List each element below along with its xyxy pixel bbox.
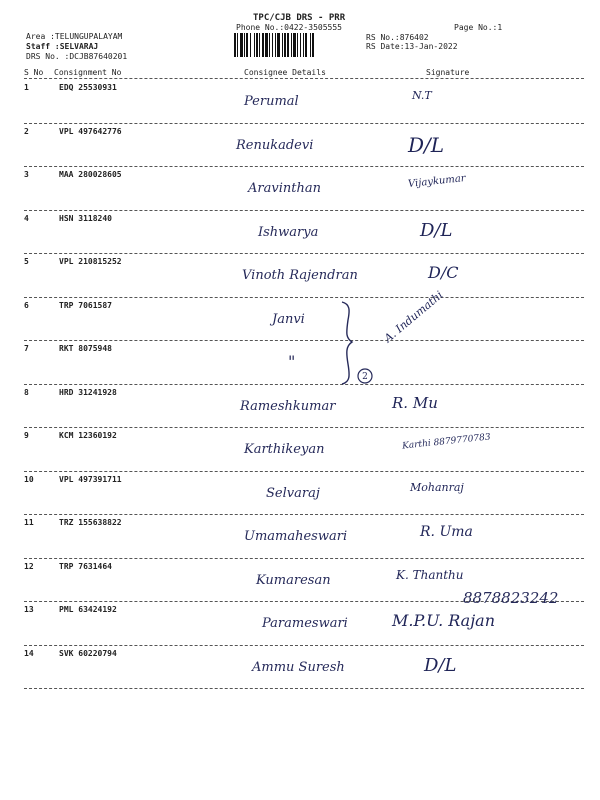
table-row <box>0 649 600 693</box>
row-sno: 7 <box>24 344 29 353</box>
row-divider <box>24 471 584 472</box>
brace-count-text: 2 <box>362 372 368 382</box>
row-consignment-no: VPL 210815252 <box>59 257 122 266</box>
row-consignment-no: HRD 31241928 <box>59 387 117 397</box>
row-sno: 14 <box>24 648 34 658</box>
row-consignment-no: MAA 280028605 <box>59 170 122 179</box>
header-divider <box>24 78 584 79</box>
row-signature: K. Thanthu <box>396 567 464 582</box>
table-row <box>0 214 600 258</box>
row-consignment-no: TRP 7631464 <box>59 561 112 571</box>
document-title: TPC/CJB DRS - PRR <box>253 13 346 23</box>
row-signature: D/L <box>424 654 457 676</box>
row-consignment-no: RKT 8075948 <box>59 344 112 353</box>
table-row <box>0 475 600 519</box>
barcode-bar <box>265 33 268 57</box>
row-signature: Karthi 8879770783 <box>401 432 492 452</box>
row-divider <box>24 297 584 298</box>
row-signature: D/C <box>428 263 459 282</box>
row-divider <box>24 123 584 124</box>
row-sno: 6 <box>24 300 29 310</box>
barcode-bar <box>287 33 289 57</box>
row-divider <box>24 384 584 385</box>
barcode-bar <box>310 33 311 57</box>
row-signature: R. Mu <box>392 393 438 412</box>
row-sno: 10 <box>24 474 34 484</box>
col-header-consignee: Consignee Details <box>244 68 326 77</box>
row-consignment-no: TRP 7061587 <box>59 300 112 310</box>
barcode-bar <box>237 33 238 57</box>
row-divider <box>24 558 584 559</box>
row-sno: 1 <box>24 83 29 92</box>
barcode-bar <box>256 33 258 57</box>
row-consignee-name: Aravinthan <box>248 181 321 196</box>
barcode-bar <box>250 33 251 57</box>
barcode-bar <box>277 33 280 57</box>
staff-label: Staff :SELVARAJ <box>26 42 99 51</box>
barcode-bar <box>254 33 255 57</box>
row-consignment-no: HSN 3118240 <box>59 213 112 223</box>
row-divider <box>24 645 584 646</box>
barcode-bar <box>244 33 245 57</box>
row-sno: 8 <box>24 387 29 397</box>
row-divider <box>24 688 584 689</box>
row-consignee-name: Selvaraj <box>266 485 320 501</box>
table-row <box>0 388 600 432</box>
row-consignee-name: Karthikeyan <box>244 442 325 457</box>
row-consignee-name: Rameshkumar <box>240 398 336 414</box>
barcode-bar <box>300 33 301 57</box>
barcode-bar <box>275 33 276 57</box>
barcode-bar <box>240 33 243 57</box>
row-signature: Mohanraj <box>410 480 464 494</box>
row-consignee-name: Ishwarya <box>258 224 319 240</box>
barcode-bar <box>312 33 314 57</box>
row-consignee-name: Kumaresan <box>256 572 331 588</box>
barcode-bar <box>293 33 296 57</box>
barcode-bar <box>272 33 273 57</box>
row-divider <box>24 166 584 167</box>
table-row <box>0 170 600 214</box>
page-number: Page No.:1 <box>454 23 503 32</box>
row-consignee-name: Perumal <box>244 94 299 109</box>
row-sno: 13 <box>24 605 34 614</box>
barcode-bar <box>259 33 260 57</box>
row-divider <box>24 253 584 254</box>
row-consignee-name: " <box>288 352 296 371</box>
row-signature: Vijaykumar <box>407 173 467 190</box>
row-signature: D/L <box>408 132 445 157</box>
row-consignment-no: PML 63424192 <box>59 605 117 614</box>
row-sno: 2 <box>24 126 29 136</box>
col-header-sno: S No <box>24 68 44 77</box>
barcode-bar <box>282 33 283 57</box>
table-row <box>0 127 600 171</box>
barcode-bar <box>303 33 304 57</box>
row-consignment-no: SVK 60220794 <box>59 648 117 658</box>
row-sno: 5 <box>24 257 29 266</box>
barcode-bar <box>297 33 298 57</box>
area-label: Area :TELUNGUPALAYAM <box>26 32 123 41</box>
row-consignment-no: VPL 497391711 <box>59 474 122 484</box>
table-row <box>0 83 600 127</box>
brace-annotation <box>336 300 376 386</box>
rs-date: RS Date:13-Jan-2022 <box>366 42 458 51</box>
barcode-image <box>234 33 358 57</box>
row-consignment-no: VPL 497642776 <box>59 126 122 136</box>
row-divider <box>24 514 584 515</box>
barcode-bar <box>246 33 248 57</box>
row-signature: A. Indumathi <box>381 288 446 345</box>
table-row <box>0 518 600 562</box>
row-sno: 11 <box>24 518 34 527</box>
barcode-bar <box>305 33 307 57</box>
row-consignment-no: KCM 12360192 <box>59 431 117 440</box>
table-row <box>0 431 600 475</box>
row-consignee-name: Renukadevi <box>236 137 314 153</box>
row-sno: 12 <box>24 561 34 571</box>
col-header-signature: Signature <box>426 68 470 77</box>
row-divider <box>24 210 584 211</box>
row-consignee-name: Parameswari <box>262 616 348 631</box>
barcode-bar <box>234 33 236 57</box>
row-consignee-name: Janvi <box>272 311 305 327</box>
col-header-consignment: Consignment No <box>54 68 122 77</box>
row-consignment-no: EDQ 25530931 <box>59 83 117 92</box>
barcode-bar <box>291 33 292 57</box>
row-signature: D/L <box>420 219 453 241</box>
row-divider <box>24 340 584 341</box>
barcode-bar <box>269 33 270 57</box>
rs-number: RS No.:876402 <box>366 33 429 42</box>
row-signature: M.P.U. Rajan <box>392 611 496 630</box>
row-divider <box>24 427 584 428</box>
row-consignee-name: Umamaheswari <box>244 529 348 544</box>
row-sno: 3 <box>24 170 29 179</box>
row-consignee-name: Vinoth Rajendran <box>242 268 358 283</box>
row-signature: N.T <box>412 89 432 102</box>
row-consignment-no: TRZ 155638822 <box>59 518 122 527</box>
handwritten-phone-note: 8878823242 <box>463 589 559 607</box>
phone-number: Phone No.:0422-3505555 <box>236 23 342 32</box>
row-consignee-name: Ammu Suresh <box>252 659 345 675</box>
barcode-bar <box>284 33 286 57</box>
table-row <box>0 301 600 345</box>
row-sno: 4 <box>24 213 29 223</box>
row-signature: R. Uma <box>420 524 473 540</box>
table-row <box>0 257 600 301</box>
table-row <box>0 605 600 649</box>
drs-number: DRS No. :DCJB87640201 <box>26 52 128 61</box>
barcode-bar <box>262 33 264 57</box>
row-sno: 9 <box>24 431 29 440</box>
